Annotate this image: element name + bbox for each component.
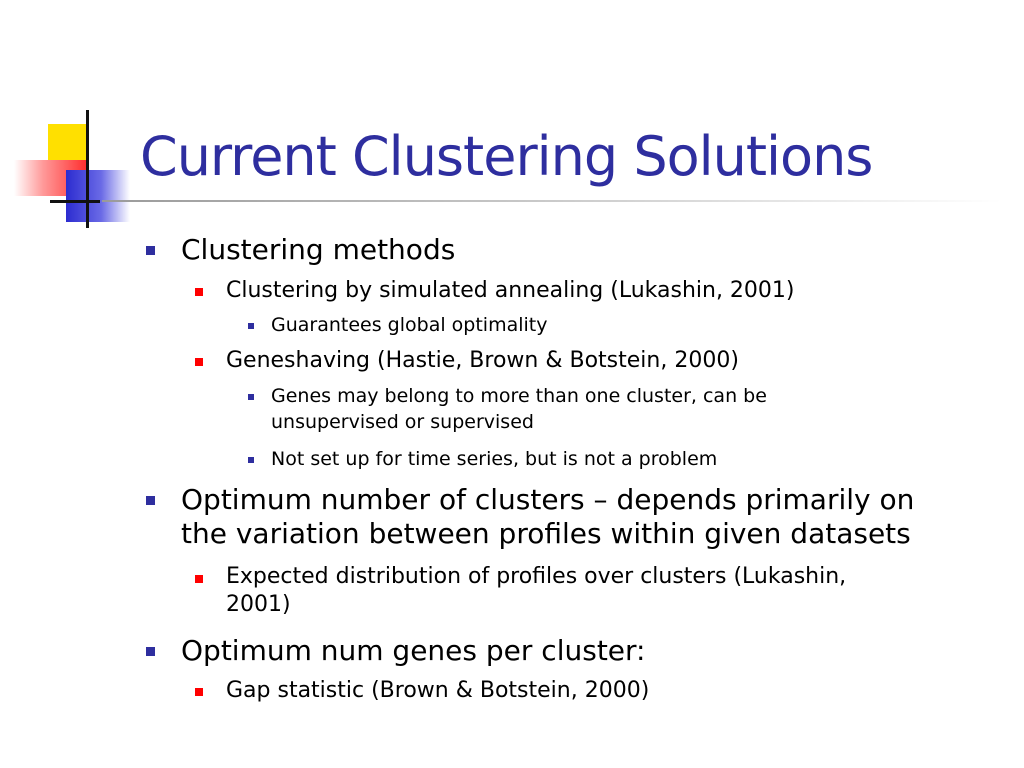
bullet-item-level1 xyxy=(181,634,645,668)
level3-bullet-icon xyxy=(248,457,254,463)
bullet-text-line: Not set up for time series, but is not a problem xyxy=(271,448,718,470)
bullet-text-line: unsupervised or supervised xyxy=(271,411,534,433)
slide-title: Current Clustering Solutions xyxy=(140,125,873,188)
bullet-text-line: Guarantees global optimality xyxy=(271,314,548,336)
bullet-text-line: Clustering by simulated annealing (Lukashin, 2001) xyxy=(226,278,795,303)
bullet-text-line: Geneshaving (Hastie, Brown & Botstein, 2000) xyxy=(226,348,739,373)
bullet-text-line: Gap statistic (Brown & Botstein, 2000) xyxy=(226,678,650,703)
level2-bullet-icon xyxy=(195,575,203,583)
bullet-text-line: Optimum number of clusters – depends primarily on xyxy=(181,483,915,516)
bullet-item-level3 xyxy=(271,383,767,435)
level2-bullet-icon xyxy=(195,288,203,296)
bullet-item-level1 xyxy=(181,483,914,551)
bullet-item-level2 xyxy=(226,347,739,375)
level1-bullet-icon xyxy=(146,496,155,505)
level1-bullet-icon xyxy=(146,647,155,656)
bullet-item-level3 xyxy=(271,446,717,472)
bullet-item-level2 xyxy=(226,277,795,305)
level2-bullet-icon xyxy=(195,358,203,366)
bullet-item-level1 xyxy=(181,233,455,267)
bullet-item-level3 xyxy=(271,312,547,338)
level2-bullet-icon xyxy=(195,688,203,696)
bullet-item-level2 xyxy=(226,563,846,619)
bullet-text-line: Expected distribution of profiles over clusters (Lukashin, xyxy=(226,564,847,589)
bullet-text-line: Optimum num genes per cluster: xyxy=(181,634,646,667)
level3-bullet-icon xyxy=(248,323,254,329)
level3-bullet-icon xyxy=(248,394,254,400)
bullet-text-line: the variation between profiles within given datasets xyxy=(181,517,911,550)
bullet-text-line: Clustering methods xyxy=(181,233,456,266)
bullet-text-line: 2001) xyxy=(226,592,291,617)
bullet-text-line: Genes may belong to more than one cluster, can be xyxy=(271,385,767,407)
level1-bullet-icon xyxy=(146,246,155,255)
bullet-item-level2 xyxy=(226,677,649,705)
